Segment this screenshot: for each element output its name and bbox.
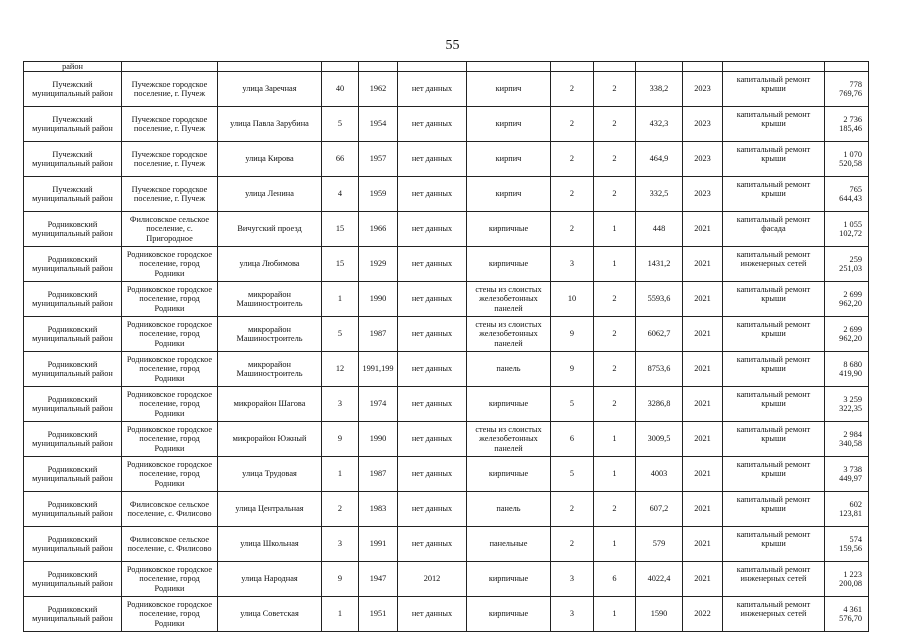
cell-district: Родниковский муниципальный район — [24, 387, 122, 422]
table-row — [24, 247, 869, 282]
cell-work-type: капитальный ремонт крыши — [723, 492, 825, 527]
cell-street: улица Советская — [218, 597, 322, 632]
cell-floors: 3 — [551, 247, 594, 282]
cell-area: 579 — [636, 527, 683, 562]
cell-entrances: 1 — [594, 597, 636, 632]
cell-cost: 2 699 962,20 — [825, 282, 869, 317]
cell-area: 3286,8 — [636, 387, 683, 422]
cell-floors: 10 — [551, 282, 594, 317]
table-row — [24, 422, 869, 457]
cell-work-type: капитальный ремонт фасада — [723, 212, 825, 247]
cell-last-repair: нет данных — [398, 72, 467, 107]
cell-material: кирпичные — [467, 597, 551, 632]
cell-year-built: 1947 — [359, 562, 398, 597]
cell-floors: 2 — [551, 107, 594, 142]
cell-district: Родниковский муниципальный район — [24, 562, 122, 597]
cell-street: улица Заречная — [218, 72, 322, 107]
cell-entrances — [594, 62, 636, 72]
cell-entrances: 1 — [594, 247, 636, 282]
cell-cost: 2 736 185,46 — [825, 107, 869, 142]
cell-district: Родниковский муниципальный район — [24, 282, 122, 317]
cell-material: кирпичные — [467, 212, 551, 247]
cell-material: стены из слоистых железобетонных панелей — [467, 422, 551, 457]
cell-cost: 765 644,43 — [825, 177, 869, 212]
cell-year-built: 1959 — [359, 177, 398, 212]
cell-work-type: капитальный ремонт крыши — [723, 142, 825, 177]
cell-settlement: Родниковское городское поселение, город Родники — [122, 282, 218, 317]
cell-material: панельные — [467, 527, 551, 562]
cell-settlement: Родниковское городское поселение, город Родники — [122, 387, 218, 422]
cell-material — [467, 62, 551, 72]
cell-house: 1 — [322, 457, 359, 492]
cell-district: Родниковский муниципальный район — [24, 247, 122, 282]
housing-repair-table — [23, 61, 869, 632]
cell-plan-year: 2021 — [683, 422, 723, 457]
cell-district: район — [24, 62, 122, 72]
cell-floors: 2 — [551, 212, 594, 247]
table-row — [24, 562, 869, 597]
cell-street: улица Павла Зарубина — [218, 107, 322, 142]
cell-last-repair: нет данных — [398, 422, 467, 457]
cell-work-type: капитальный ремонт крыши — [723, 107, 825, 142]
cell-cost: 602 123,81 — [825, 492, 869, 527]
cell-year-built: 1957 — [359, 142, 398, 177]
cell-year-built: 1987 — [359, 317, 398, 352]
cell-entrances: 1 — [594, 527, 636, 562]
cell-settlement: Родниковское городское поселение, город Родники — [122, 422, 218, 457]
cell-settlement: Пучежское городское поселение, г. Пучеж — [122, 142, 218, 177]
cell-work-type: капитальный ремонт инженерных сетей — [723, 247, 825, 282]
cell-last-repair: нет данных — [398, 387, 467, 422]
cell-plan-year: 2021 — [683, 282, 723, 317]
cell-settlement: Пучежское городское поселение, г. Пучеж — [122, 107, 218, 142]
cell-entrances: 2 — [594, 142, 636, 177]
cell-floors: 6 — [551, 422, 594, 457]
cell-street: улица Трудовая — [218, 457, 322, 492]
cell-plan-year: 2022 — [683, 597, 723, 632]
cell-year-built: 1929 — [359, 247, 398, 282]
cell-work-type: капитальный ремонт крыши — [723, 527, 825, 562]
cell-work-type: капитальный ремонт инженерных сетей — [723, 597, 825, 632]
cell-year-built — [359, 62, 398, 72]
cell-plan-year: 2021 — [683, 562, 723, 597]
table-row — [24, 282, 869, 317]
cell-work-type: капитальный ремонт инженерных сетей — [723, 562, 825, 597]
table-body — [24, 62, 869, 632]
cell-district: Родниковский муниципальный район — [24, 352, 122, 387]
cell-area: 4003 — [636, 457, 683, 492]
cell-settlement: Родниковское городское поселение, город Родники — [122, 562, 218, 597]
cell-entrances: 1 — [594, 457, 636, 492]
cell-material: кирпичные — [467, 457, 551, 492]
table-row — [24, 317, 869, 352]
cell-cost: 2 984 340,58 — [825, 422, 869, 457]
cell-area: 1590 — [636, 597, 683, 632]
cell-settlement: Родниковское городское поселение, город Родники — [122, 457, 218, 492]
cell-entrances: 6 — [594, 562, 636, 597]
cell-street: Вичугский проезд — [218, 212, 322, 247]
cell-plan-year: 2021 — [683, 457, 723, 492]
cell-plan-year: 2023 — [683, 107, 723, 142]
table-row — [24, 352, 869, 387]
cell-district: Родниковский муниципальный район — [24, 422, 122, 457]
cell-floors: 3 — [551, 597, 594, 632]
cell-work-type: капитальный ремонт крыши — [723, 72, 825, 107]
cell-settlement: Филисовское сельское поселение, с. Филисово — [122, 527, 218, 562]
cell-floors — [551, 62, 594, 72]
cell-street: микрорайон Шагова — [218, 387, 322, 422]
cell-area: 332,5 — [636, 177, 683, 212]
cell-work-type: капитальный ремонт крыши — [723, 317, 825, 352]
cell-last-repair — [398, 62, 467, 72]
cell-year-built: 1951 — [359, 597, 398, 632]
cell-last-repair: нет данных — [398, 107, 467, 142]
cell-material: панель — [467, 492, 551, 527]
cell-entrances: 1 — [594, 422, 636, 457]
cell-plan-year: 2021 — [683, 212, 723, 247]
cell-street: улица Народная — [218, 562, 322, 597]
cell-cost: 259 251,03 — [825, 247, 869, 282]
cell-district: Родниковский муниципальный район — [24, 212, 122, 247]
cell-last-repair: нет данных — [398, 212, 467, 247]
cell-last-repair: нет данных — [398, 527, 467, 562]
cell-house: 4 — [322, 177, 359, 212]
cell-floors: 2 — [551, 527, 594, 562]
cell-plan-year: 2021 — [683, 247, 723, 282]
cell-plan-year: 2023 — [683, 177, 723, 212]
cell-area: 3009,5 — [636, 422, 683, 457]
cell-floors: 2 — [551, 142, 594, 177]
cell-area: 338,2 — [636, 72, 683, 107]
cell-area: 607,2 — [636, 492, 683, 527]
cell-last-repair: нет данных — [398, 317, 467, 352]
cell-last-repair: нет данных — [398, 282, 467, 317]
cell-floors: 9 — [551, 352, 594, 387]
cell-area: 5593,6 — [636, 282, 683, 317]
cell-floors: 2 — [551, 177, 594, 212]
cell-settlement: Родниковское городское поселение, город Родники — [122, 317, 218, 352]
cell-entrances: 2 — [594, 387, 636, 422]
cell-year-built: 1974 — [359, 387, 398, 422]
cell-floors: 2 — [551, 72, 594, 107]
table-row — [24, 177, 869, 212]
cell-area: 464,9 — [636, 142, 683, 177]
cell-house: 5 — [322, 107, 359, 142]
cell-entrances: 2 — [594, 317, 636, 352]
table-row — [24, 72, 869, 107]
cell-floors: 5 — [551, 387, 594, 422]
cell-house: 40 — [322, 72, 359, 107]
table-row — [24, 597, 869, 632]
cell-material: кирпич — [467, 107, 551, 142]
cell-work-type: капитальный ремонт крыши — [723, 282, 825, 317]
cell-material: кирпич — [467, 177, 551, 212]
table-row — [24, 142, 869, 177]
cell-settlement: Родниковское городское поселение, город Родники — [122, 352, 218, 387]
cell-material: кирпичные — [467, 247, 551, 282]
cell-house: 3 — [322, 527, 359, 562]
cell-cost — [825, 62, 869, 72]
cell-plan-year: 2023 — [683, 142, 723, 177]
cell-entrances: 2 — [594, 352, 636, 387]
cell-house: 2 — [322, 492, 359, 527]
cell-street: микрорайон Машиностроитель — [218, 317, 322, 352]
cell-settlement: Филисовское сельское поселение, с. Пригородное — [122, 212, 218, 247]
cell-work-type: капитальный ремонт крыши — [723, 387, 825, 422]
table-row — [24, 212, 869, 247]
cell-material: стены из слоистых железобетонных панелей — [467, 282, 551, 317]
cell-settlement: Родниковское городское поселение, город Родники — [122, 247, 218, 282]
cell-house: 9 — [322, 422, 359, 457]
cell-material: кирпичные — [467, 387, 551, 422]
cell-district: Пучежский муниципальный район — [24, 142, 122, 177]
cell-floors: 5 — [551, 457, 594, 492]
cell-district: Родниковский муниципальный район — [24, 527, 122, 562]
cell-last-repair: нет данных — [398, 247, 467, 282]
cell-street: улица Любимова — [218, 247, 322, 282]
cell-plan-year: 2021 — [683, 317, 723, 352]
cell-cost: 3 738 449,97 — [825, 457, 869, 492]
cell-cost: 574 159,56 — [825, 527, 869, 562]
cell-cost: 4 361 576,70 — [825, 597, 869, 632]
cell-work-type: капитальный ремонт крыши — [723, 422, 825, 457]
cell-cost: 8 680 419,90 — [825, 352, 869, 387]
cell-house: 12 — [322, 352, 359, 387]
cell-house: 5 — [322, 317, 359, 352]
cell-plan-year — [683, 62, 723, 72]
cell-street: улица Ленина — [218, 177, 322, 212]
page-number: 55 — [445, 38, 460, 53]
cell-work-type — [723, 62, 825, 72]
cell-last-repair: нет данных — [398, 177, 467, 212]
cell-house: 1 — [322, 597, 359, 632]
cell-area: 4022,4 — [636, 562, 683, 597]
cell-area — [636, 62, 683, 72]
cell-area: 432,3 — [636, 107, 683, 142]
cell-cost: 3 259 322,35 — [825, 387, 869, 422]
cell-house — [322, 62, 359, 72]
cell-settlement: Пучежское городское поселение, г. Пучеж — [122, 177, 218, 212]
cell-cost: 1 070 520,58 — [825, 142, 869, 177]
cell-work-type: капитальный ремонт крыши — [723, 457, 825, 492]
cell-last-repair: 2012 — [398, 562, 467, 597]
cell-entrances: 2 — [594, 72, 636, 107]
cell-plan-year: 2021 — [683, 387, 723, 422]
table-row — [24, 107, 869, 142]
cell-area: 6062,7 — [636, 317, 683, 352]
cell-year-built: 1991 — [359, 527, 398, 562]
cell-district: Пучежский муниципальный район — [24, 72, 122, 107]
cell-cost: 778 769,76 — [825, 72, 869, 107]
cell-last-repair: нет данных — [398, 597, 467, 632]
cell-last-repair: нет данных — [398, 142, 467, 177]
cell-plan-year: 2021 — [683, 492, 723, 527]
cell-district: Родниковский муниципальный район — [24, 492, 122, 527]
cell-house: 15 — [322, 247, 359, 282]
cell-cost: 2 699 962,20 — [825, 317, 869, 352]
cell-year-built: 1962 — [359, 72, 398, 107]
cell-district: Родниковский муниципальный район — [24, 457, 122, 492]
cell-year-built: 1991,199 — [359, 352, 398, 387]
cell-entrances: 2 — [594, 177, 636, 212]
cell-house: 66 — [322, 142, 359, 177]
cell-year-built: 1990 — [359, 422, 398, 457]
cell-street: микрорайон Южный — [218, 422, 322, 457]
cell-district: Родниковский муниципальный район — [24, 597, 122, 632]
cell-work-type: капитальный ремонт крыши — [723, 352, 825, 387]
cell-last-repair: нет данных — [398, 457, 467, 492]
cell-house: 1 — [322, 282, 359, 317]
cell-district: Родниковский муниципальный район — [24, 317, 122, 352]
cell-last-repair: нет данных — [398, 492, 467, 527]
cell-street: микрорайон Машиностроитель — [218, 352, 322, 387]
cell-area: 1431,2 — [636, 247, 683, 282]
cell-area: 8753,6 — [636, 352, 683, 387]
cell-house: 3 — [322, 387, 359, 422]
table-row-continued — [24, 62, 869, 72]
table-row — [24, 527, 869, 562]
cell-material: кирпич — [467, 142, 551, 177]
cell-material: кирпичные — [467, 562, 551, 597]
cell-area: 448 — [636, 212, 683, 247]
cell-work-type: капитальный ремонт крыши — [723, 177, 825, 212]
cell-floors: 9 — [551, 317, 594, 352]
cell-house: 15 — [322, 212, 359, 247]
cell-material: панель — [467, 352, 551, 387]
cell-entrances: 1 — [594, 212, 636, 247]
cell-material: кирпич — [467, 72, 551, 107]
table-row — [24, 387, 869, 422]
cell-settlement — [122, 62, 218, 72]
cell-material: стены из слоистых железобетонных панелей — [467, 317, 551, 352]
cell-settlement: Пучежское городское поселение, г. Пучеж — [122, 72, 218, 107]
table-row — [24, 457, 869, 492]
cell-street: улица Школьная — [218, 527, 322, 562]
cell-street: микрорайон Машиностроитель — [218, 282, 322, 317]
cell-year-built: 1966 — [359, 212, 398, 247]
cell-entrances: 2 — [594, 107, 636, 142]
cell-floors: 3 — [551, 562, 594, 597]
cell-year-built: 1983 — [359, 492, 398, 527]
cell-cost: 1 055 102,72 — [825, 212, 869, 247]
table-row — [24, 492, 869, 527]
cell-settlement: Филисовское сельское поселение, с. Филисово — [122, 492, 218, 527]
cell-street: улица Центральная — [218, 492, 322, 527]
cell-street — [218, 62, 322, 72]
cell-settlement: Родниковское городское поселение, город Родники — [122, 597, 218, 632]
cell-district: Пучежский муниципальный район — [24, 177, 122, 212]
cell-entrances: 2 — [594, 282, 636, 317]
cell-entrances: 2 — [594, 492, 636, 527]
cell-plan-year: 2021 — [683, 352, 723, 387]
cell-street: улица Кирова — [218, 142, 322, 177]
cell-floors: 2 — [551, 492, 594, 527]
cell-house: 9 — [322, 562, 359, 597]
cell-year-built: 1990 — [359, 282, 398, 317]
cell-plan-year: 2021 — [683, 527, 723, 562]
cell-year-built: 1954 — [359, 107, 398, 142]
cell-plan-year: 2023 — [683, 72, 723, 107]
cell-district: Пучежский муниципальный район — [24, 107, 122, 142]
cell-year-built: 1987 — [359, 457, 398, 492]
cell-last-repair: нет данных — [398, 352, 467, 387]
cell-cost: 1 223 200,08 — [825, 562, 869, 597]
